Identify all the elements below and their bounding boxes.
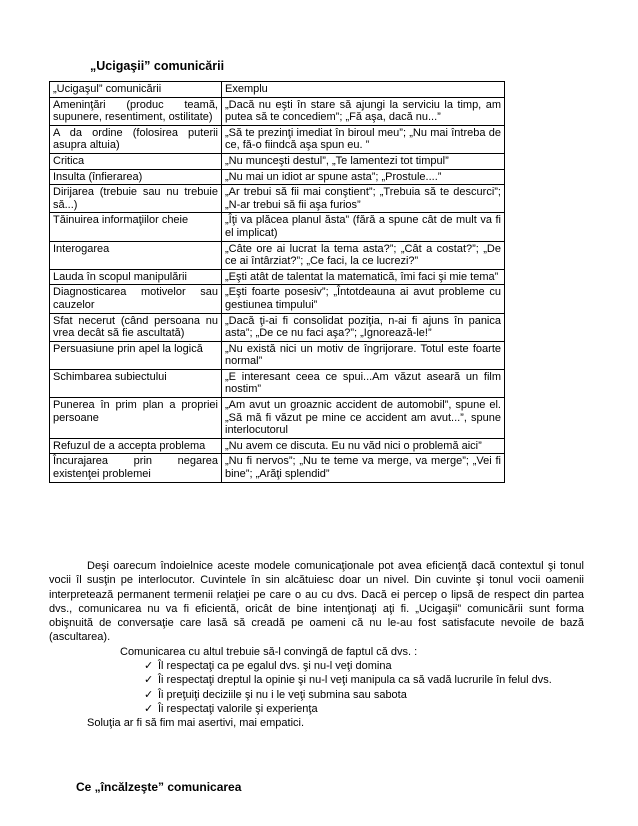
checklist-item (144, 659, 584, 673)
table-row (50, 153, 505, 169)
checklist-text: Îl respectaţi ca pe egalul dvs. şi nu-l veţi domina (158, 660, 392, 673)
example-cell: „Nu există nici un motiv de îngrijorare. Totul este foarte normal” (222, 341, 505, 369)
section-title: „Ucigaşii” comunicării (90, 59, 225, 73)
killer-cell: Încurajarea prin negarea existenţei problemei (50, 454, 222, 482)
table-row (50, 369, 505, 397)
example-cell: „Eşti atât de talentat la matematică, îmi faci şi mie tema” (222, 269, 505, 285)
table-row (50, 269, 505, 285)
checklist-text: Îi preţuiţi deciziile şi nu i le veţi submina sau sabota (158, 688, 407, 701)
checklist-item (144, 702, 584, 716)
subheading: Ce „încălzeşte” comunicarea (76, 780, 242, 794)
table-row (50, 213, 505, 241)
killer-cell: Persuasiune prin apel la logică (50, 341, 222, 369)
example-cell: „Dacă nu eşti în stare să ajungi la serviciu la timp, am putea să te concediem”; „Fă aşa, dacă nu...” (222, 97, 505, 125)
killer-cell: Interogarea (50, 241, 222, 269)
table-row (50, 341, 505, 369)
table-row (50, 185, 505, 213)
killer-cell: A da ordine (folosirea puterii asupra altuia) (50, 125, 222, 153)
killer-cell: Punerea în prim plan a propriei persoane (50, 398, 222, 439)
table-row (50, 454, 505, 482)
table-row (50, 97, 505, 125)
body-text (49, 559, 584, 731)
killer-cell: Schimbarea subiectului (50, 369, 222, 397)
table-row (50, 438, 505, 454)
killer-cell: Lauda în scopul manipulării (50, 269, 222, 285)
killer-cell: Dirijarea (trebuie sau nu trebuie să...) (50, 185, 222, 213)
example-cell: „Am avut un groaznic accident de automobil”, spune el. „Să mă fi văzut pe mine ce accident am avut...”, spune interlocutorul (222, 398, 505, 439)
checklist-text: Îi respectaţi valorile şi experienţa (158, 702, 318, 715)
example-cell: „Îţi va plăcea planul ăsta” (fără a spune cât de mult va fi el implicat) (222, 213, 505, 241)
checklist-text: Îi respectaţi dreptul la opinie şi nu-l veţi manipula ca să vadă lucrurile în felul dvs. (158, 674, 552, 687)
example-cell: „Eşti foarte posesiv”; „Întotdeauna ai avut probleme cu gestiunea timpului” (222, 285, 505, 313)
table-header-row (50, 82, 505, 98)
example-cell: „Ar trebui să fii mai conştient”; „Trebuia să te descurci”; „N-ar trebui să fii aşa furios” (222, 185, 505, 213)
header-killer: „Ucigaşul” comunicării (50, 82, 222, 98)
explanation-paragraph: Deşi oarecum îndoielnice aceste modele comunicaţionale pot avea eficienţă dacă contextul şi tonul vocii îl susţin pe interlocutor. Cuvintele în sin alcătuiesc doar un nivel. Din cuvinte şi tonul vocii oamenii interpretează permanent termenii relaţiei pe care o au cu dvs. Dacă ei percep o lipsă de respect din partea dvs., comunicarea nu va fi eficientă, oricât de bine intenţionaţi aţi fi. „Ucigaşii” comunicării sunt forma obişnuită de conversaţie care lasă să creadă pe oameni că nu le-au fost satisfacute nevoile de bază (ascultarea). (49, 560, 584, 644)
killer-cell: Refuzul de a accepta problema (50, 438, 222, 454)
table-row (50, 313, 505, 341)
checkmark-icon: ✓ (144, 702, 154, 715)
example-cell: „E interesant ceea ce spui...Am văzut aseară un film nostim” (222, 369, 505, 397)
example-cell: „Nu fi nervos”; „Nu te teme va merge, va merge”; „Vei fi bine”; „Arăţi splendid” (222, 454, 505, 482)
table-row (50, 125, 505, 153)
checklist-item (144, 688, 584, 702)
table-row (50, 398, 505, 439)
killers-table (49, 81, 505, 483)
example-cell: „Câte ore ai lucrat la tema asta?”; „Cât a costat?”; „De ce ai întârziat?”; „Ce faci, la ce lucrezi?” (222, 241, 505, 269)
example-cell: „Să te prezinţi imediat în biroul meu”; „Nu mai întreba de ce, fă-o fiindcă aşa spun eu. ” (222, 125, 505, 153)
killer-cell: Tăinuirea informaţiilor cheie (50, 213, 222, 241)
checkmark-icon: ✓ (144, 660, 154, 673)
solution-line: Soluţia ar fi să fim mai asertivi, mai empatici. (87, 717, 305, 730)
checklist (49, 659, 584, 716)
killer-cell: Sfat necerut (când persoana nu vrea decât să fie ascultată) (50, 313, 222, 341)
table-row (50, 169, 505, 185)
example-cell: „Nu mai un idiot ar spune asta”; „Prostule....” (222, 169, 505, 185)
table-row (50, 241, 505, 269)
killer-cell: Insulta (înfierarea) (50, 169, 222, 185)
killer-cell: Diagnosticarea motivelor sau cauzelor (50, 285, 222, 313)
table-row (50, 285, 505, 313)
checklist-lead: Comunicarea cu altul trebuie să-l convingă de faptul că dvs. : (120, 645, 418, 658)
checklist-item (144, 673, 584, 687)
example-cell: „Dacă ţi-ai fi consolidat poziţia, n-ai fi ajuns în panica asta”; „De ce nu faci aşa?”; „Ignorează-le!” (222, 313, 505, 341)
killer-cell: Critica (50, 153, 222, 169)
checkmark-icon: ✓ (144, 674, 154, 687)
example-cell: „Nu munceşti destul”, „Te lamentezi tot timpul” (222, 153, 505, 169)
header-example: Exemplu (222, 82, 505, 98)
example-cell: „Nu avem ce discuta. Eu nu văd nici o problemă aici” (222, 438, 505, 454)
checkmark-icon: ✓ (144, 688, 154, 701)
killer-cell: Ameninţări (produc teamă, supunere, resentiment, ostilitate) (50, 97, 222, 125)
